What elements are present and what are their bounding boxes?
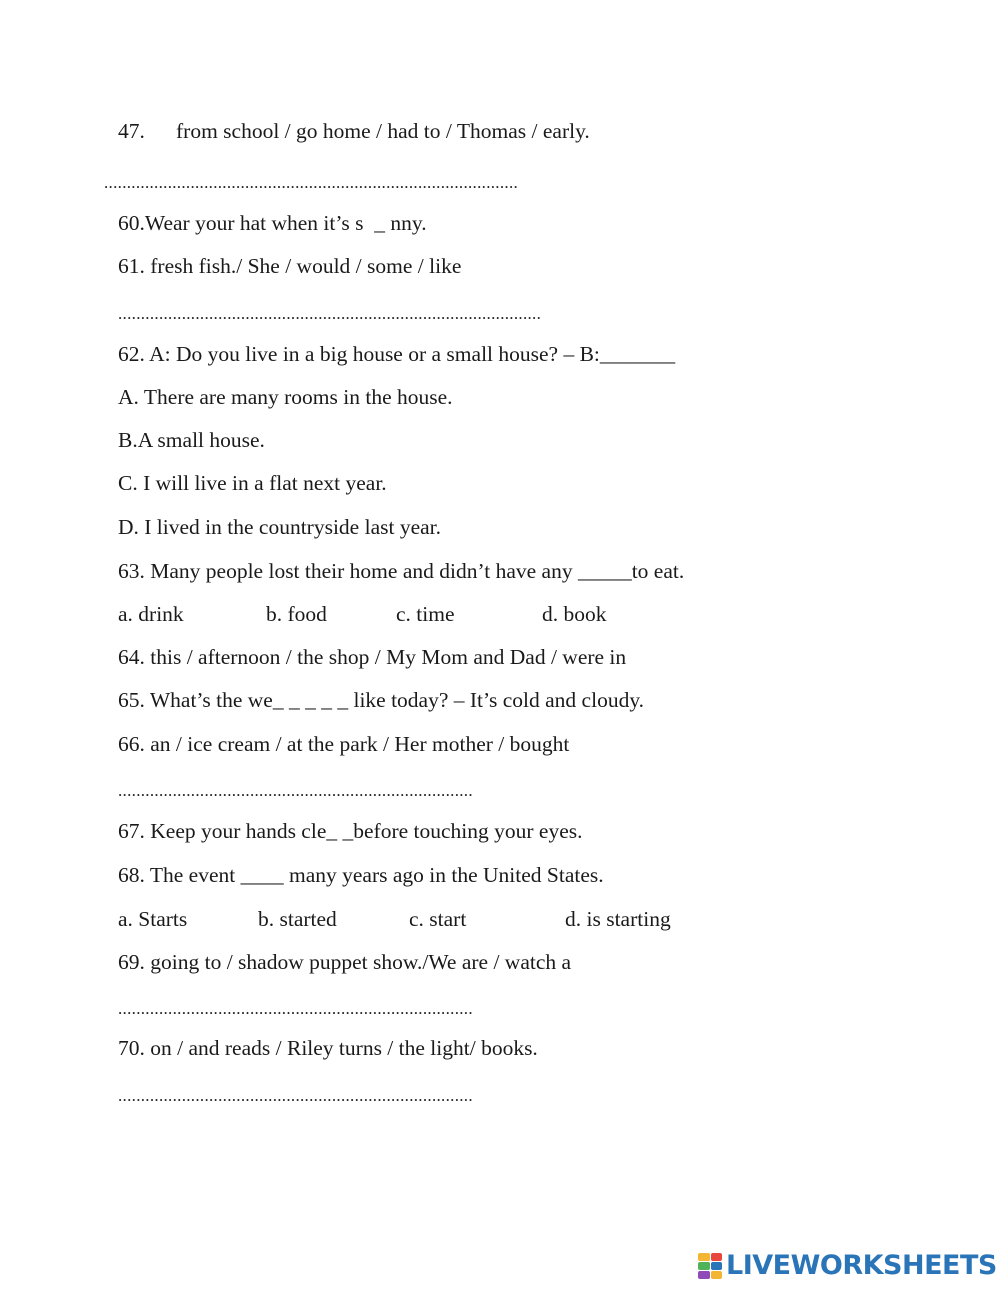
answer-line-69[interactable]: .............................................................................. <box>118 999 473 1018</box>
question-69: 69. going to / shadow puppet show./We are / watch a <box>118 950 572 974</box>
question-63-option-d[interactable]: d. book <box>542 602 607 626</box>
question-68-option-d[interactable]: d. is starting <box>565 907 671 931</box>
question-62-option-a[interactable]: A. There are many rooms in the house. <box>118 385 453 409</box>
question-68-option-a[interactable]: a. Starts <box>118 907 188 931</box>
question-63-option-b[interactable]: b. food <box>266 602 327 626</box>
question-63-option-c[interactable]: c. time <box>396 602 455 626</box>
question-61: 61. fresh fish./ She / would / some / like <box>118 254 462 278</box>
liveworksheets-logo-icon <box>698 1253 722 1279</box>
question-63: 63. Many people lost their home and didn’t have any _____to eat. <box>118 559 685 583</box>
question-63-option-a[interactable]: a. drink <box>118 602 184 626</box>
question-60: 60.Wear your hat when it’s s _ nny. <box>118 211 427 235</box>
question-47-text: from school / go home / had to / Thomas / early. <box>176 119 590 143</box>
question-66: 66. an / ice cream / at the park / Her mother / bought <box>118 732 570 756</box>
question-62-option-c[interactable]: C. I will live in a flat next year. <box>118 471 387 495</box>
question-67: 67. Keep your hands cle_ _before touching your eyes. <box>118 819 583 843</box>
question-70: 70. on / and reads / Riley turns / the light/ books. <box>118 1036 538 1060</box>
answer-line-61[interactable]: ............................................................................................. <box>118 304 542 323</box>
question-62: 62. A: Do you live in a big house or a small house? – B:_______ <box>118 342 676 366</box>
question-68-option-b[interactable]: b. started <box>258 907 337 931</box>
answer-line-47[interactable]: ........................................................................................... <box>104 173 519 192</box>
answer-line-66[interactable]: .............................................................................. <box>118 781 473 800</box>
question-47-number: 47. <box>118 119 145 143</box>
question-62-option-d[interactable]: D. I lived in the countryside last year. <box>118 515 442 539</box>
answer-line-70[interactable]: .............................................................................. <box>118 1086 473 1105</box>
question-64: 64. this / afternoon / the shop / My Mom and Dad / were in <box>118 645 627 669</box>
question-68: 68. The event ____ many years ago in the United States. <box>118 863 604 887</box>
liveworksheets-logo <box>698 1252 997 1279</box>
question-65: 65. What’s the we_ _ _ _ _ like today? – It’s cold and cloudy. <box>118 688 645 712</box>
liveworksheets-logo-text: LIVEWORKSHEETS <box>726 1250 997 1281</box>
question-62-option-b[interactable]: B.A small house. <box>118 428 265 452</box>
question-68-option-c[interactable]: c. start <box>409 907 467 931</box>
